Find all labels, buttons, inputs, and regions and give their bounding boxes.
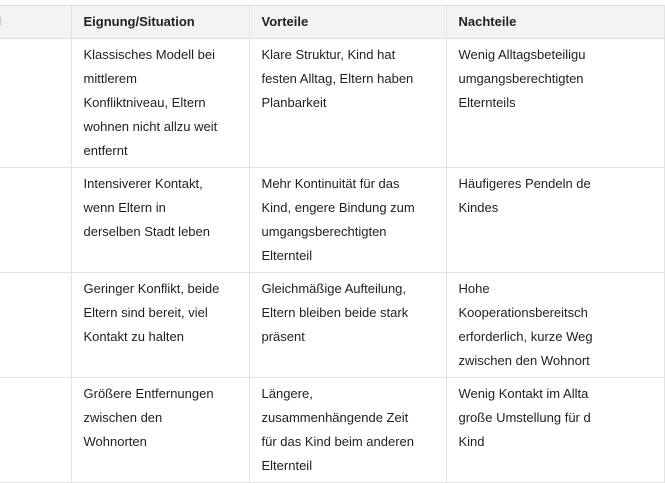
- cell-text-line: Wenig Kontakt im Allta: [458, 386, 589, 401]
- comparison-table: [0, 5, 665, 483]
- cell-nachteile: [446, 273, 664, 378]
- cell-text-line: Eltern bleiben beide stark: [261, 305, 409, 320]
- cell-model: [0, 39, 71, 168]
- cell-text-line: zusammenhängende Zeit: [261, 410, 409, 425]
- cell-text-line: mittlerem: [83, 71, 137, 86]
- cell-text-line: Wenig Alltagsbeteiligu: [458, 47, 586, 62]
- header-nachteile: Nachteile: [446, 6, 664, 39]
- cell-text-line: präsent: [261, 329, 305, 344]
- cell-text-line: Konfliktniveau, Eltern: [83, 95, 206, 110]
- table-header: [0, 6, 664, 39]
- cell-text-line: Elternteil: [261, 458, 313, 473]
- cell-text-line: Klare Struktur, Kind hat: [261, 47, 396, 62]
- cell-text-line: Kind, engere Bindung zum: [261, 200, 415, 215]
- cell-nachteile: [446, 168, 664, 273]
- cell-vorteile: [249, 39, 446, 168]
- cell-nachteile: [446, 39, 664, 168]
- cell-text-line: Elternteil: [261, 248, 313, 263]
- cell-text-line: Längere,: [261, 386, 313, 401]
- header-vorteile: Vorteile: [249, 6, 446, 39]
- header-model: [0, 6, 71, 39]
- cell-text-line: umgangsberechtigten: [458, 71, 584, 86]
- cell-text-line: festen Alltag, Eltern haben: [261, 71, 414, 86]
- cell-eignung: [71, 378, 249, 483]
- header-row: [0, 6, 664, 39]
- cell-text-line: [0, 382, 59, 406]
- cell-text-line: Kontakt zu halten: [83, 329, 184, 344]
- cell-eignung: [71, 39, 249, 168]
- table-row: [0, 273, 664, 378]
- cell-text-line: zwischen den: [83, 410, 163, 425]
- cell-eignung: [71, 168, 249, 273]
- cell-text-line: für das Kind beim anderen: [261, 434, 414, 449]
- table-body: [0, 39, 664, 483]
- header-eignung: Eignung/Situation: [71, 6, 249, 39]
- cell-text-line: Mehr Kontinuität für das: [261, 176, 400, 191]
- cell-model: [0, 378, 71, 483]
- table-row: [0, 378, 664, 483]
- cell-text-line: Planbarkeit: [261, 95, 327, 110]
- cell-text-line: Hohe: [458, 281, 490, 296]
- cell-text-line: Kooperationsbereitsch: [458, 305, 588, 320]
- cell-text-line: Gleichmäßige Aufteilung,: [261, 281, 407, 296]
- cell-text-line: umgangsberechtigten: [261, 224, 387, 239]
- cell-text-line: [0, 67, 59, 91]
- cell-text-line: [0, 277, 59, 301]
- cell-text-line: [0, 172, 59, 196]
- table-row: [0, 39, 664, 168]
- cell-text-line: wohnen nicht allzu weit: [83, 119, 218, 134]
- cell-text-line: entfernt: [83, 143, 128, 158]
- cell-text-line: Elternteils: [458, 95, 516, 110]
- cell-text-line: erforderlich, kurze Weg: [458, 329, 593, 344]
- cell-model: [0, 168, 71, 273]
- cell-text-line: zwischen den Wohnort: [458, 353, 590, 368]
- cell-text-line: Klassisches Modell bei: [83, 47, 216, 62]
- cell-text-line: Intensiverer Kontakt,: [83, 176, 203, 191]
- cell-vorteile: [249, 378, 446, 483]
- table-row: [0, 168, 664, 273]
- cell-text-line: wenn Eltern in: [83, 200, 166, 215]
- cell-text-line: Häufigeres Pendeln de: [458, 176, 591, 191]
- cell-text-line: Eltern sind bereit, viel: [83, 305, 208, 320]
- cell-text-line: Geringer Konflikt, beide: [83, 281, 220, 296]
- cell-vorteile: [249, 168, 446, 273]
- cell-text-line: derselben Stadt leben: [83, 224, 210, 239]
- cell-text-line: Größere Entfernungen: [83, 386, 214, 401]
- cell-text-line: Wohnorten: [83, 434, 147, 449]
- cell-text-line: Kind: [458, 434, 485, 449]
- cell-model: [0, 273, 71, 378]
- cell-text-line: große Umstellung für d: [458, 410, 591, 425]
- cell-text-line: [0, 43, 59, 67]
- cell-eignung: [71, 273, 249, 378]
- cell-nachteile: [446, 378, 664, 483]
- cell-vorteile: [249, 273, 446, 378]
- cell-text-line: Kindes: [458, 200, 499, 215]
